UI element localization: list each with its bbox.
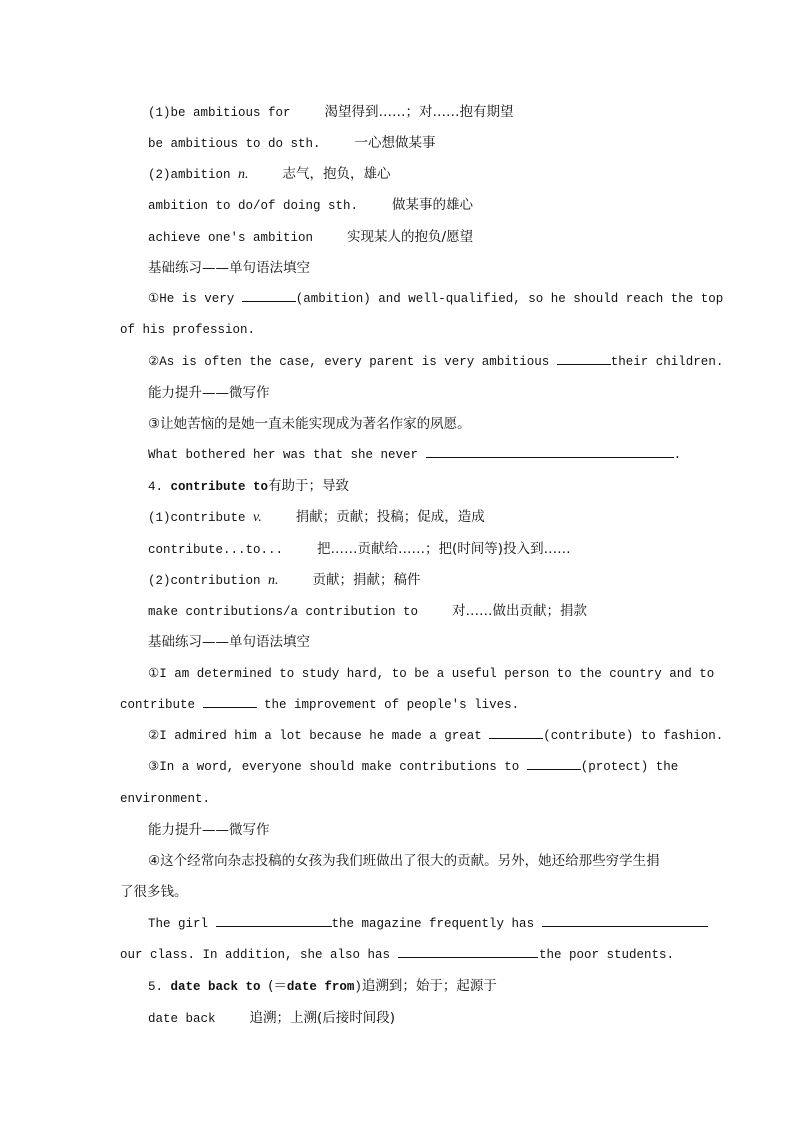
exercise-text: their children. [610,355,724,369]
exercise-text: ②I admired him a lot because he made a great [148,729,482,743]
answer-blank[interactable] [426,445,674,458]
exercise-line: of his profession. [120,323,256,337]
answer-blank[interactable] [527,757,581,770]
vocab-line [148,601,674,622]
phrase-en: make contributions/a contribution to [148,605,419,619]
exercise-line [120,945,674,965]
answer-blank[interactable] [203,695,257,708]
vocab-line [148,570,674,591]
exercise-text: (contribute) to fashion. [543,729,724,743]
phrase-en: (2)ambition [148,168,231,182]
exercise-prompt-zh: 了很多钱。 [120,884,188,900]
answer-blank[interactable] [242,289,296,302]
answer-blank[interactable] [398,945,538,958]
exercise-text: ③In a word, everyone should make contributions to [148,760,520,774]
phrase-en: ambition to do/of doing sth. [148,199,359,213]
exercise-text: the improvement of people's lives. [264,698,520,712]
answer-blank[interactable] [216,914,332,927]
keyword-meaning: 追溯到；始于；起源于 [361,978,497,994]
vocab-line [148,227,674,248]
phrase-en: (2)contribution [148,574,261,588]
keyword: date back to [170,980,261,994]
section-number: 5. [148,980,164,994]
phrase-zh: 做某事的雄心 [392,197,474,213]
exercise-line [148,289,724,309]
phrase-en: achieve one's ambition [148,231,314,245]
exercise-text: contribute [120,698,196,712]
exercise-line: ①I am determined to study hard, to be a useful person to the country and to [148,667,715,681]
vocab-line [148,102,674,123]
exercise-line [148,726,724,746]
section-title [148,476,674,497]
section-heading: 基础练习——单句语法填空 [148,260,310,276]
exercise-line: environment. [120,792,211,806]
keyword: contribute to [170,480,269,494]
part-of-speech: n. [238,167,249,182]
exercise-text: ①He is very [148,292,235,306]
vocab-line [148,164,674,185]
phrase-en: contribute...to... [148,543,284,557]
phrase-zh: 志气，抱负，雄心 [282,166,391,182]
exercise-line [120,695,674,715]
exercise-line [148,445,682,465]
exercise-text: the poor students. [538,948,674,962]
paren-close: ) [354,980,362,994]
keyword-meaning: 有助于；导致 [268,478,350,494]
answer-blank[interactable] [542,914,708,927]
section-number: 4. [148,480,164,494]
phrase-zh: 实现某人的抱负/愿望 [347,229,474,245]
answer-blank[interactable] [557,352,611,365]
exercise-text: (protect) the [580,760,679,774]
phrase-zh: 贡献；捐献；稿件 [312,572,421,588]
exercise-line [148,352,724,372]
exercise-text: The girl [148,917,209,931]
keyword-alt: date from [286,980,355,994]
phrase-zh: 追溯；上溯(后接时间段) [249,1010,396,1026]
phrase-en: (1)contribute [148,511,246,525]
phrase-zh: 对……做出贡献；捐款 [452,603,588,619]
section-heading: 基础练习——单句语法填空 [148,634,310,650]
phrase-en: date back [148,1012,216,1026]
exercise-text: ②As is often the case, every parent is very ambitious [148,355,550,369]
part-of-speech: n. [268,573,279,588]
exercise-text: our class. In addition, she also has [120,948,391,962]
exercise-text: What bothered her was that she never [148,448,419,462]
paren-open: (＝ [268,978,287,994]
phrase-en: be ambitious to do sth. [148,137,321,151]
phrase-en: (1)be ambitious for [148,106,291,120]
exercise-line [148,914,674,934]
phrase-zh: 渴望得到……；对……抱有期望 [324,104,514,120]
part-of-speech: v. [253,510,262,525]
exercise-text: the magazine frequently has [331,917,535,931]
phrase-zh: 一心想做某事 [354,135,436,151]
exercise-prompt-zh: ④这个经常向杂志投稿的女孩为我们班做出了很大的贡献。另外，她还给那些穷学生捐 [148,853,660,869]
exercise-text: (ambition) and well-qualified, so he should reach the top [295,292,724,306]
section-title [148,976,674,997]
exercise-line [148,757,679,777]
vocab-line [148,133,674,154]
period: . [673,448,682,462]
section-heading: 能力提升——微写作 [148,822,270,838]
phrase-zh: 把……贡献给……；把(时间等)投入到…… [317,541,571,557]
vocab-line [148,539,674,560]
answer-blank[interactable] [489,726,543,739]
vocab-line [148,195,674,216]
exercise-prompt-zh: ③让她苦恼的是她一直未能实现成为著名作家的夙愿。 [148,416,471,432]
vocab-line [148,1008,674,1029]
section-heading: 能力提升——微写作 [148,385,270,401]
vocab-line [148,507,674,528]
phrase-zh: 捐献；贡献；投稿；促成，造成 [295,509,485,525]
